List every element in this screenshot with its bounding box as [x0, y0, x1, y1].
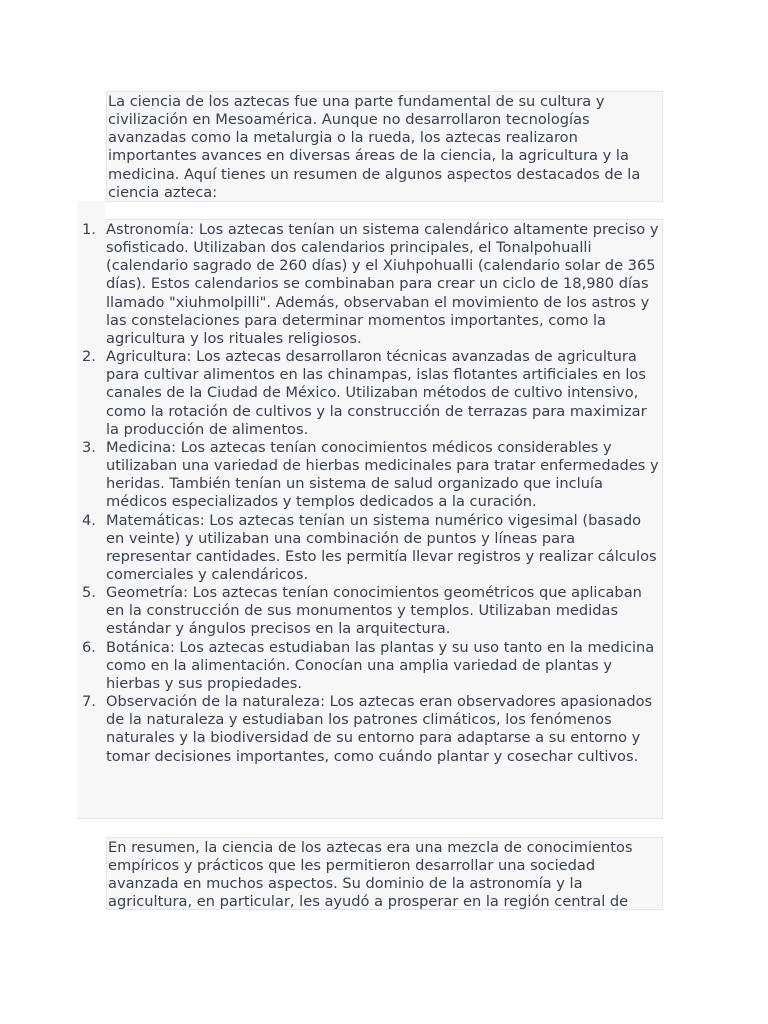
list-item-text: Medicina: Los aztecas tenían conocimientos médicos considerables y utilizaban una variedad de hierbas medicinales para tratar enfermedades y heridas. También tenían un sistema de salud organizado que incluía médicos especializados y templos dedicados a la curación.	[106, 438, 659, 511]
summary-paragraph-block	[106, 837, 663, 910]
list-item-text: Geometría: Los aztecas tenían conocimientos geométricos que aplicaban en la construcción de sus monumentos y templos. Utilizaban medidas estándar y ángulos precisos en la arquitectura.	[106, 584, 642, 638]
list-item	[77, 512, 662, 585]
list-item-text: Matemáticas: Los aztecas tenían un sistema numérico vigesimal (basado en veinte) y utilizaban una combinación de puntos y líneas para representar cantidades. Esto les permitía llevar registros y realizar cálculos comerciales y calendáricos.	[106, 511, 657, 583]
list-item-text: Astronomía: Los aztecas tenían un sistema calendárico altamente preciso y sofisticado. Utilizaban dos calendarios principales, el Tonalpohualli (calendario sagrado de 260 días) y el Xiuhpohualli (calendario solar de 365 días). Estos calendarios se combinaban para crear un ciclo de 18,980 días llamado "xiuhmolpilli". Además, observaban el movimiento de los astros y las constelaciones para determinar momentos importantes, como la agricultura y los rituales religiosos.	[106, 221, 659, 347]
list-item	[77, 639, 662, 693]
list-item-number: 1.	[82, 221, 96, 238]
list-item-number: 4.	[82, 511, 96, 529]
list-item-number: 6.	[82, 638, 96, 656]
science-aspects-list-block	[77, 219, 663, 819]
list-item-number: 5.	[82, 584, 96, 602]
list-item-number: 7.	[82, 693, 96, 711]
list-item-number: 3.	[82, 438, 96, 456]
list-item	[77, 584, 662, 638]
list-item-text: Observación de la naturaleza: Los aztecas eran observadores apasionados de la naturaleza y estudiaban los patrones climáticos, los fenómenos naturales y la biodiversidad de su entorno para adaptarse a su entorno y tomar decisiones importantes, como cuándo plantar y cosechar cultivos.	[106, 693, 653, 765]
list-item	[77, 439, 662, 512]
list-item-number: 2.	[82, 348, 96, 366]
list-item	[77, 348, 662, 439]
list-item-text: Botánica: Los aztecas estudiaban las plantas y su uso tanto en la medicina como en la alimentación. Conocían una amplia variedad de plantas y hierbas y sus propiedades.	[106, 638, 655, 692]
list-item	[77, 693, 662, 766]
science-aspects-list	[77, 221, 662, 766]
intro-paragraph: La ciencia de los aztecas fue una parte fundamental de su cultura y civilización en Mesoamérica. Aunque no desarrollaron tecnologías avanzadas como la metalurgia o la rueda, los aztecas realizaron importantes avances en diversas áreas de la ciencia, la agricultura y la medicina. Aquí tienes un resumen de algunos aspectos destacados de la ciencia azteca:	[108, 93, 641, 201]
list-item	[77, 221, 662, 348]
list-item-text: Agricultura: Los aztecas desarrollaron técnicas avanzadas de agricultura para cultivar alimentos en las chinampas, islas flotantes artificiales en los canales de la Ciudad de México. Utilizaban métodos de cultivo intensivo, como la rotación de cultivos y la construcción de terrazas para maximizar la producción de alimentos.	[106, 348, 647, 438]
summary-paragraph: En resumen, la ciencia de los aztecas era una mezcla de conocimientos empíricos y prácticos que les permitieron desarrollar una sociedad avanzada en muchos aspectos. Su dominio de la astronomía y la agricultura, en particular, les ayudó a prosperar en la región central de	[108, 839, 633, 910]
intro-paragraph-block	[106, 91, 663, 202]
